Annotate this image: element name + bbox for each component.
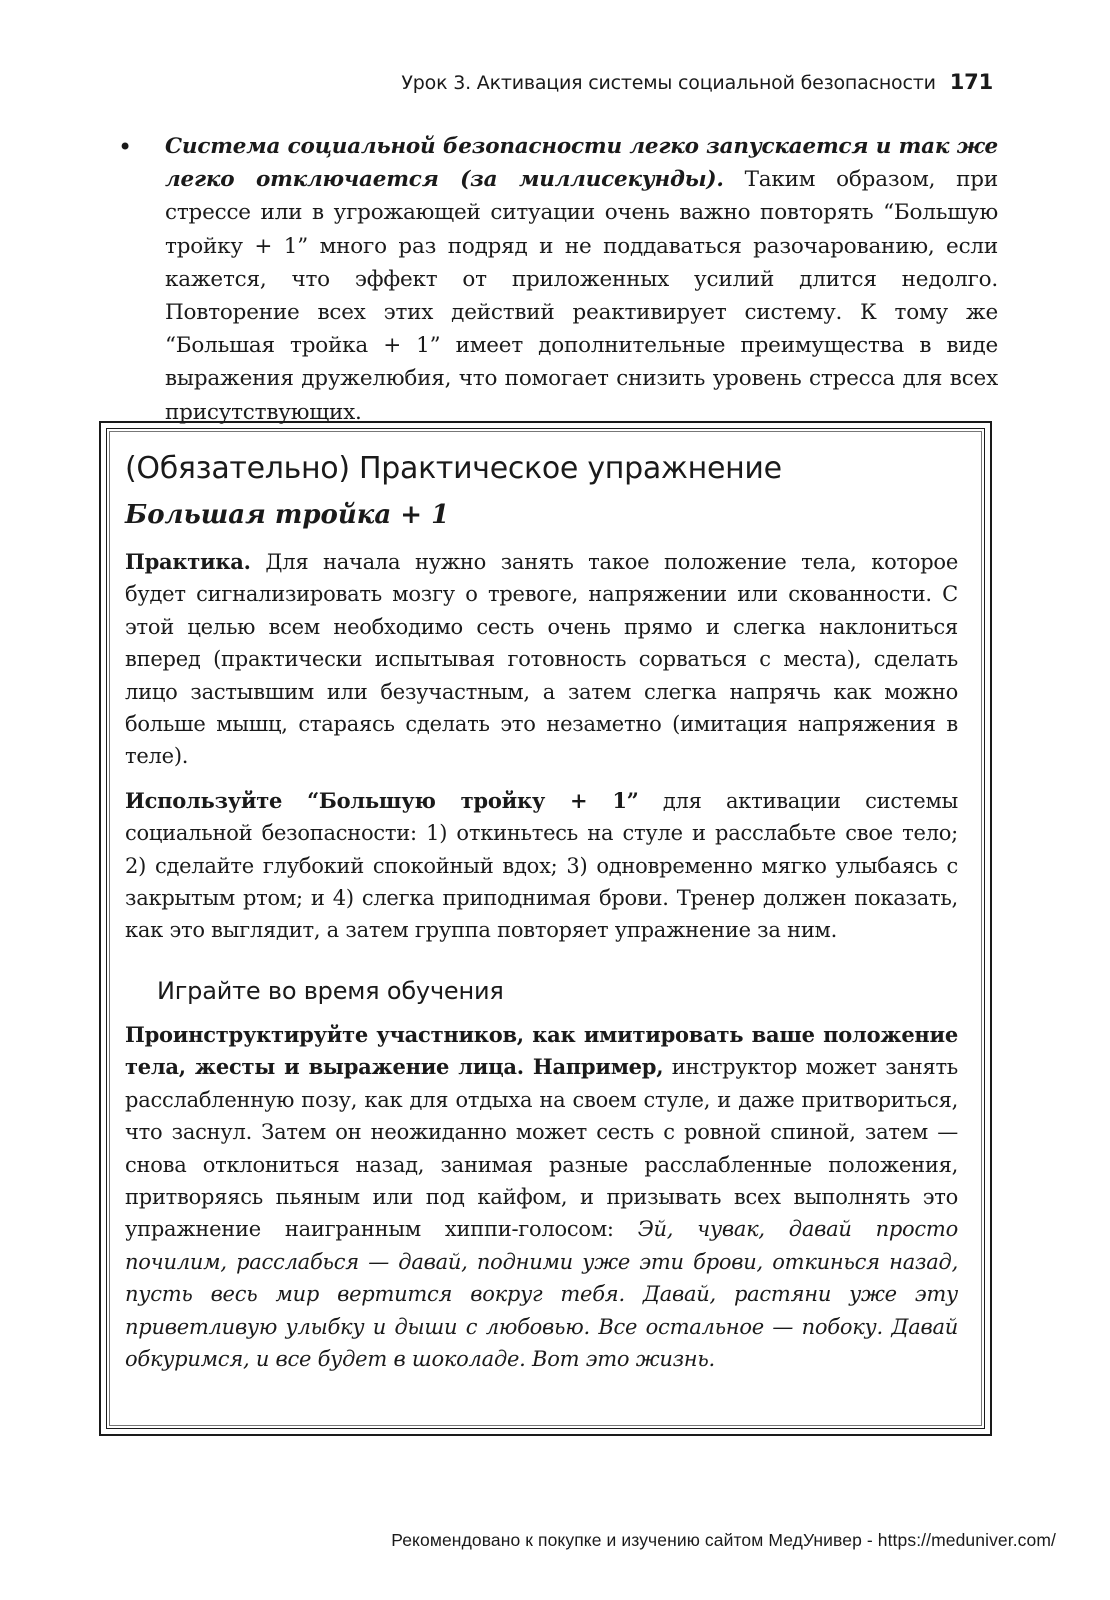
exercise-box-content (125, 451, 958, 1387)
practice-text: Для начала нужно занять такое положение тела, которое будет сигнализировать мозгу о тревоге, напряжении или скованности. С этой целью всем необходимо сесть очень прямо и слегка наклониться вперед (практически испытывая готовность сорваться с места), сделать лицо застывшим или безучастным, а затем слегка напрячь как можно больше мышц, стараясь сделать это незаметно (имитация напряжения в теле). (125, 550, 958, 769)
bullet-paragraph (118, 130, 998, 429)
exercise-subtitle: Большая тройка + 1 (125, 500, 450, 530)
practice-lead: Практика. (125, 549, 251, 574)
footer-note: Рекомендовано к покупке и изучению сайтом МедУнивер - https://meduniver.com/ (391, 1530, 1056, 1550)
section-heading: Играйте во время обучения (157, 976, 504, 1005)
page-number: 171 (949, 70, 993, 94)
play-quote: Эй, чувак, давай просто почилим, расслабься — давай, подними уже эти брови, откинься назад, пусть весь мир вертится вокруг тебя. Давай, растяни уже эту приветливую улыбку и дыши с любовью. Все остальное — побоку. Давай обкуримся, и все будет в шоколаде. Вот это жизнь. (125, 1217, 958, 1371)
use-lead: Используйте “Большую тройку + 1” (125, 787, 639, 813)
play-paragraph (125, 1019, 958, 1375)
play-lead: Проинструктируйте участников, как имитировать ваше положение тела, жесты и выражение лица. Например, (125, 1021, 958, 1080)
practice-paragraph (125, 546, 958, 773)
exercise-title: (Обязательно) Практическое упражнение (125, 451, 782, 486)
chapter-title: Урок 3. Активация системы социальной безопасности (401, 72, 936, 94)
bullet-symbol: • (118, 133, 133, 161)
bullet-body: Таким образом, при стрессе или в угрожающей ситуации очень важно повторять “Большую тройку + 1” много раз подряд и не поддаваться разочарованию, если кажется, что эффект от приложенных усилий длится недолго. Повторение всех этих действий реактивирует систему. К тому же “Большая тройка + 1” имеет дополнительные преимущества в виде выражения дружелюбия, что помогает снизить уровень стресса для всех присутствующих. (165, 167, 998, 425)
play-text: инструктор может занять расслабленную позу, как для отдыха на своем стуле, и даже притвориться, что заснул. Затем он неожиданно может сесть с ровной спиной, затем — снова отклониться назад, занимая разные расслабленные положения, притворяясь пьяным или под кайфом, и призывать всех выполнять это упражнение наигранным хиппи-голосом: (125, 1055, 958, 1242)
running-head (100, 70, 993, 94)
use-text: для активации системы социальной безопасности: 1) откиньтесь на стуле и расслабьте свое тело; 2) сделайте глубокий спокойный вдох; 3) одновременно мягко улыбаясь с закрытым ртом; и 4) слегка приподнимая брови. Тренер должен показать, как это выглядит, а затем группа повторяет упражнение за ним. (125, 788, 958, 943)
bullet-text (165, 130, 998, 429)
bullet-emphasis: Система социальной безопасности легко запускается и так же легко отключается (за миллисекунды). (165, 134, 998, 193)
use-paragraph (125, 785, 958, 947)
exercise-box (99, 421, 992, 1436)
